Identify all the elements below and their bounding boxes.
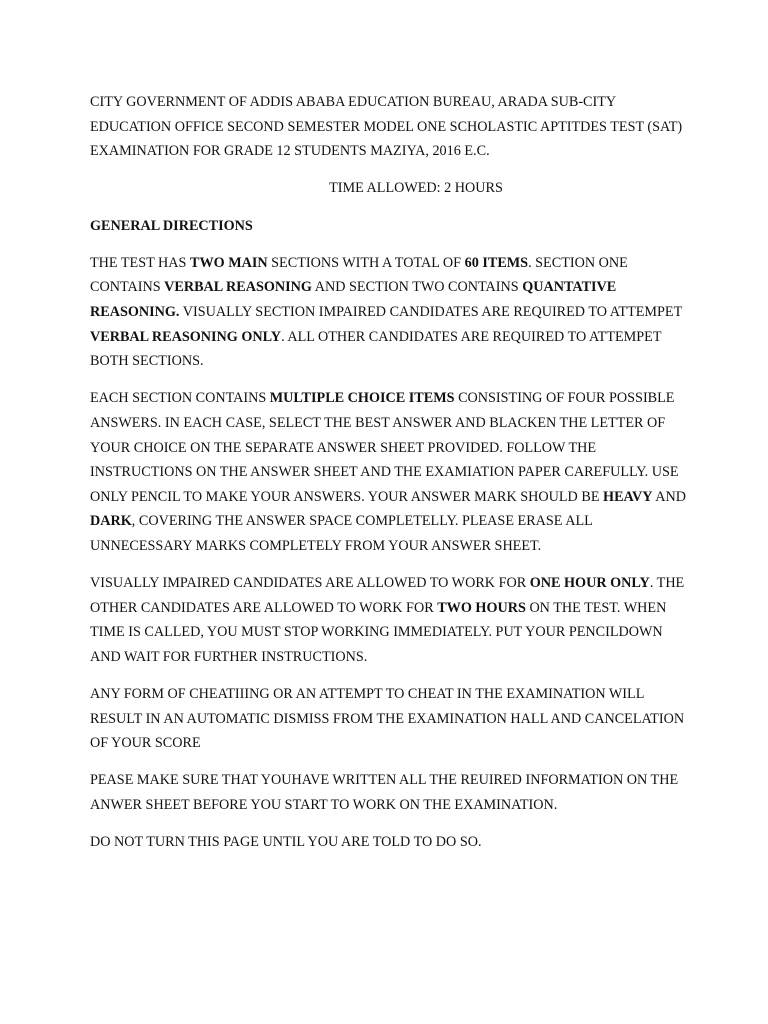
text-run: AND SECTION TWO CONTAINS [311,279,523,296]
text-run: . THE OTHER CANDIDATES ARE ALLOWED TO WORK FOR [90,575,685,616]
text-run: . SECTION ONE CONTAINS [90,254,628,296]
bold-run: VERBAL REASONING [164,279,312,296]
header-line-2: EDUCATION OFFICE SECOND SEMESTER MODEL ONE SCHOLASTIC APTITDES TEST (SAT) [90,118,683,135]
document-page [90,90,690,867]
bold-run: TWO MAIN [189,254,268,271]
text-run: AND [652,488,686,505]
directions-paragraph-answering [90,386,690,558]
time-allowed: TIME ALLOWED: 2 HOURS [329,180,503,197]
text-run: , COVERING THE ANSWER SPACE COMPLETELLY. PLEASE ERASE ALL UNNECESSARY MARKS COMPLETELY FROM YOUR ANSWER SHEET. [90,513,593,554]
directions-paragraph-cheating: ANY FORM OF CHEATIIING OR AN ATTEMPT TO CHEAT IN THE EXAMINATION WILL RESULT IN AN AUTOMATIC DISMISS FROM THE EXAMINATION HALL AND CANCELATION OF YOUR SCORE [90,686,685,752]
header-line-1: CITY GOVERNMENT OF ADDIS ABABA EDUCATION BUREAU, ARADA SUB-CITY [90,94,617,110]
bold-run: 60 ITEMS [464,254,529,271]
bold-run: DARK [90,513,132,530]
directions-paragraph-sections [90,251,690,374]
header-line-3: EXAMINATION FOR GRADE 12 STUDENTS MAZIYA, 2016 E.C. [90,143,490,160]
bold-run: HEAVY [603,488,653,505]
text-run: SECTIONS WITH A TOTAL OF [267,254,465,271]
text-run: VISUALLY SECTION IMPAIRED CANDIDATES ARE REQUIRED TO ATTEMPET [179,303,683,320]
text-run: . ALL OTHER CANDIDATES ARE REQUIRED TO ATTEMPET BOTH SECTIONS. [90,328,662,370]
bold-run: VERBAL REASONING ONLY [90,328,282,345]
directions-paragraph-do-not-turn: DO NOT TURN THIS PAGE UNTIL YOU ARE TOLD TO DO SO. [90,834,482,851]
bold-run: ONE HOUR ONLY [529,575,650,592]
directions-paragraph-timing [90,571,690,669]
text-run: CONSISTING OF FOUR POSSIBLE ANSWERS. IN EACH CASE, SELECT THE BEST ANSWER AND BLACKEN THE LETTER OF YOUR CHOICE ON THE SEPARATE ANSWER SHEET PROVIDED. FOLLOW THE INSTRUCTIONS ON THE ANSWER SHEET AND THE EXAMIATION PAPER CAREFULLY. USE ONLY PENCIL TO MAKE YOUR ANSWERS. YOUR ANSWER MARK SHOULD BE [90,390,679,505]
bold-run: MULTIPLE CHOICE ITEMS [269,390,455,407]
text-run: EACH SECTION CONTAINS [90,390,270,407]
text-run: ON THE TEST. WHEN TIME IS CALLED, YOU MUST STOP WORKING IMMEDIATELY. PUT YOUR PENCILDOWN AND WAIT FOR FURTHER INSTRUCTIONS. [90,599,667,665]
exam-header [90,90,690,164]
general-directions-heading: GENERAL DIRECTIONS [90,217,253,234]
text-run: THE TEST HAS [90,254,190,271]
bold-run: QUANTATIVE REASONING. [90,279,617,320]
text-run: VISUALLY IMPAIRED CANDIDATES ARE ALLOWED TO WORK FOR [90,575,530,592]
bold-run: TWO HOURS [437,599,526,616]
directions-paragraph-information: PEASE MAKE SURE THAT YOUHAVE WRITTEN ALL THE REUIRED INFORMATION ON THE ANWER SHEET BEFORE YOU START TO WORK ON THE EXAMINATION. [90,772,679,813]
